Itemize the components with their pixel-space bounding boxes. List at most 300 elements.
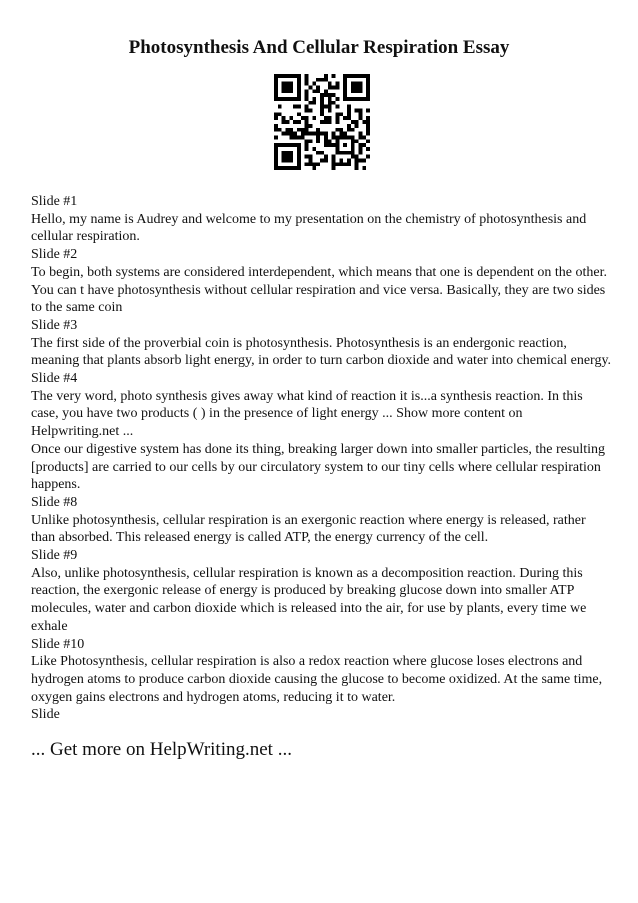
qr-module bbox=[301, 128, 305, 132]
qr-module bbox=[362, 135, 366, 139]
qr-module bbox=[278, 128, 282, 132]
qr-module bbox=[297, 86, 301, 90]
qr-module bbox=[362, 143, 366, 147]
qr-module bbox=[343, 151, 347, 155]
qr-module bbox=[286, 120, 290, 124]
qr-module bbox=[274, 82, 278, 86]
qr-module bbox=[305, 124, 309, 128]
qr-module bbox=[305, 147, 309, 151]
qr-module bbox=[305, 109, 309, 113]
qr-module bbox=[339, 128, 343, 132]
qr-module bbox=[305, 162, 309, 166]
qr-module bbox=[343, 116, 347, 120]
qr-module bbox=[343, 135, 347, 139]
qr-module bbox=[297, 89, 301, 93]
qr-module bbox=[351, 151, 355, 155]
qr-module bbox=[297, 105, 301, 109]
qr-module bbox=[274, 143, 278, 147]
qr-module bbox=[301, 116, 305, 120]
qr-module bbox=[347, 116, 351, 120]
qr-module bbox=[316, 162, 320, 166]
qr-module bbox=[358, 74, 362, 78]
qr-module bbox=[297, 162, 301, 166]
qr-module bbox=[328, 120, 332, 124]
qr-module bbox=[274, 147, 278, 151]
qr-module bbox=[305, 105, 309, 109]
qr-module bbox=[312, 82, 316, 86]
qr-module bbox=[297, 128, 301, 132]
qr-module bbox=[312, 101, 316, 105]
qr-module bbox=[332, 155, 336, 159]
qr-module bbox=[274, 128, 278, 132]
qr-module bbox=[286, 89, 290, 93]
qr-module bbox=[358, 158, 362, 162]
qr-module bbox=[305, 120, 309, 124]
qr-module bbox=[347, 135, 351, 139]
qr-module bbox=[289, 158, 293, 162]
qr-module bbox=[355, 166, 359, 170]
qr-module bbox=[305, 78, 309, 82]
qr-module bbox=[297, 97, 301, 101]
qr-module bbox=[320, 158, 324, 162]
qr-module bbox=[324, 105, 328, 109]
qr-module bbox=[312, 147, 316, 151]
qr-module bbox=[358, 143, 362, 147]
qr-module bbox=[358, 116, 362, 120]
qr-module bbox=[297, 120, 301, 124]
qr-module bbox=[309, 86, 313, 90]
qr-module bbox=[312, 162, 316, 166]
qr-module bbox=[305, 128, 309, 132]
qr-module bbox=[366, 78, 370, 82]
qr-module bbox=[366, 128, 370, 132]
qr-module bbox=[297, 151, 301, 155]
qr-module bbox=[309, 124, 313, 128]
qr-module bbox=[355, 120, 359, 124]
qr-module bbox=[328, 101, 332, 105]
qr-module bbox=[347, 158, 351, 162]
qr-module bbox=[320, 93, 324, 97]
qr-module bbox=[366, 120, 370, 124]
qr-module bbox=[328, 105, 332, 109]
qr-module bbox=[289, 132, 293, 136]
qr-module bbox=[305, 143, 309, 147]
qr-module bbox=[297, 82, 301, 86]
qr-module bbox=[316, 86, 320, 90]
qr-module bbox=[358, 89, 362, 93]
qr-module bbox=[320, 78, 324, 82]
qr-module bbox=[351, 128, 355, 132]
qr-module bbox=[316, 135, 320, 139]
qr-module bbox=[335, 128, 339, 132]
qr-module bbox=[274, 166, 278, 170]
qr-module bbox=[297, 158, 301, 162]
qr-module bbox=[301, 135, 305, 139]
qr-module bbox=[293, 166, 297, 170]
qr-module bbox=[339, 135, 343, 139]
qr-module bbox=[320, 97, 324, 101]
qr-module bbox=[293, 74, 297, 78]
qr-module bbox=[278, 74, 282, 78]
qr-module bbox=[362, 158, 366, 162]
qr-module bbox=[320, 132, 324, 136]
slide-heading: Slide bbox=[31, 707, 60, 723]
qr-module bbox=[274, 74, 278, 78]
qr-module bbox=[309, 132, 313, 136]
qr-module bbox=[332, 101, 336, 105]
qr-module bbox=[286, 155, 290, 159]
qr-module bbox=[282, 166, 286, 170]
qr-module bbox=[366, 89, 370, 93]
qr-module bbox=[324, 158, 328, 162]
qr-module bbox=[335, 120, 339, 124]
qr-module bbox=[286, 158, 290, 162]
qr-module bbox=[309, 109, 313, 113]
qr-module bbox=[362, 120, 366, 124]
slide-heading: Slide #3 bbox=[31, 317, 78, 333]
qr-module bbox=[324, 155, 328, 159]
qr-module bbox=[274, 112, 278, 116]
qr-module bbox=[293, 105, 297, 109]
qr-module bbox=[274, 89, 278, 93]
qr-module bbox=[297, 143, 301, 147]
qr-module bbox=[320, 109, 324, 113]
qr-module bbox=[332, 143, 336, 147]
qr-module bbox=[335, 151, 339, 155]
qr-module bbox=[278, 112, 282, 116]
paragraph: Once our digestive system has done its thing, breaking larger down into smaller particles, the resulting [products] are carried to our cells by our circulatory system to our tiny cells where cellular respiration happens. bbox=[31, 441, 605, 493]
qr-module bbox=[343, 82, 347, 86]
qr-module bbox=[362, 74, 366, 78]
qr-module bbox=[335, 147, 339, 151]
qr-module bbox=[278, 166, 282, 170]
qr-module bbox=[332, 74, 336, 78]
qr-module bbox=[366, 147, 370, 151]
qr-module bbox=[324, 143, 328, 147]
paragraph: Like Photosynthesis, cellular respiration is also a redox reaction where glucose loses electrons and hydrogen atoms to produce carbon dioxide causing the glucose to become oxidized. At the same time, oxygen gains electrons and hydrogen atoms, reducing it to water. bbox=[31, 654, 603, 705]
qr-module bbox=[309, 155, 313, 159]
qr-module bbox=[335, 162, 339, 166]
qr-module bbox=[312, 132, 316, 136]
qr-module bbox=[366, 124, 370, 128]
qr-module bbox=[343, 78, 347, 82]
qr-module bbox=[305, 155, 309, 159]
qr-module bbox=[286, 82, 290, 86]
qr-module bbox=[312, 89, 316, 93]
qr-module bbox=[335, 116, 339, 120]
qr-module bbox=[305, 89, 309, 93]
qr-module bbox=[289, 86, 293, 90]
qr-module bbox=[289, 116, 293, 120]
qr-module bbox=[351, 89, 355, 93]
qr-module bbox=[293, 135, 297, 139]
qr-module bbox=[332, 158, 336, 162]
qr-module bbox=[351, 155, 355, 159]
qr-module bbox=[274, 93, 278, 97]
qr-module bbox=[335, 112, 339, 116]
qr-module bbox=[324, 89, 328, 93]
qr-module bbox=[339, 132, 343, 136]
qr-module bbox=[339, 151, 343, 155]
qr-module bbox=[351, 147, 355, 151]
qr-module bbox=[297, 166, 301, 170]
qr-module bbox=[358, 86, 362, 90]
qr-module bbox=[282, 89, 286, 93]
qr-module bbox=[339, 162, 343, 166]
qr-module bbox=[282, 143, 286, 147]
qr-module bbox=[305, 82, 309, 86]
qr-module bbox=[366, 155, 370, 159]
qr-module bbox=[328, 97, 332, 101]
qr-module bbox=[339, 158, 343, 162]
qr-module bbox=[358, 147, 362, 151]
qr-module bbox=[355, 109, 359, 113]
qr-module bbox=[332, 135, 336, 139]
qr-module bbox=[282, 86, 286, 90]
qr-module bbox=[324, 78, 328, 82]
qr-module bbox=[293, 143, 297, 147]
qr-module bbox=[358, 97, 362, 101]
qr-module bbox=[274, 86, 278, 90]
qr-module bbox=[297, 93, 301, 97]
qr-module bbox=[312, 166, 316, 170]
qr-module bbox=[351, 82, 355, 86]
qr-module bbox=[289, 135, 293, 139]
qr-module bbox=[324, 116, 328, 120]
qr-module bbox=[347, 97, 351, 101]
qr-module bbox=[347, 105, 351, 109]
qr-module bbox=[305, 74, 309, 78]
qr-module bbox=[366, 109, 370, 113]
qr-module bbox=[278, 97, 282, 101]
qr-module bbox=[335, 139, 339, 143]
qr-module bbox=[286, 151, 290, 155]
qr-module bbox=[274, 78, 278, 82]
qr-module bbox=[309, 139, 313, 143]
qr-module bbox=[293, 120, 297, 124]
qr-module bbox=[335, 82, 339, 86]
paragraph: Also, unlike photosynthesis, cellular respiration is known as a decomposition reaction. During this reaction, the exergonic release of energy is produced by breaking glucose down into smaller ATP molecules, water and carbon dioxide which is released into the air, for use by plants, every time we exhale bbox=[31, 565, 587, 634]
qr-module bbox=[335, 105, 339, 109]
qr-module bbox=[339, 112, 343, 116]
qr-module bbox=[305, 139, 309, 143]
qr-module bbox=[282, 116, 286, 120]
qr-module bbox=[351, 74, 355, 78]
qr-module bbox=[293, 132, 297, 136]
qr-module bbox=[351, 139, 355, 143]
qr-module bbox=[312, 116, 316, 120]
qr-module bbox=[278, 105, 282, 109]
qr-module bbox=[351, 86, 355, 90]
qr-module bbox=[328, 82, 332, 86]
qr-module bbox=[282, 97, 286, 101]
qr-module bbox=[351, 97, 355, 101]
qr-module bbox=[328, 86, 332, 90]
qr-module bbox=[355, 158, 359, 162]
qr-module bbox=[332, 162, 336, 166]
qr-module bbox=[293, 97, 297, 101]
qr-module bbox=[343, 74, 347, 78]
qr-module bbox=[347, 124, 351, 128]
qr-module bbox=[316, 78, 320, 82]
qr-module bbox=[358, 151, 362, 155]
qr-module bbox=[328, 139, 332, 143]
qr-module bbox=[347, 109, 351, 113]
qr-module bbox=[282, 155, 286, 159]
qr-module bbox=[312, 97, 316, 101]
qr-module bbox=[274, 151, 278, 155]
qr-module bbox=[366, 74, 370, 78]
qr-module bbox=[316, 139, 320, 143]
qr-module bbox=[343, 162, 347, 166]
qr-module bbox=[324, 93, 328, 97]
qr-module bbox=[289, 97, 293, 101]
page-title: Photosynthesis And Cellular Respiration Essay bbox=[128, 37, 510, 58]
qr-module bbox=[324, 74, 328, 78]
qr-module bbox=[324, 132, 328, 136]
qr-module bbox=[289, 151, 293, 155]
qr-module bbox=[278, 143, 282, 147]
qr-module bbox=[320, 151, 324, 155]
qr-module bbox=[286, 166, 290, 170]
paragraph: To begin, both systems are considered interdependent, which means that one is dependent on the other. You can t have photosynthesis without cellular respiration and vice versa. Basically, they are two sides to the same coin bbox=[31, 264, 607, 316]
qr-module bbox=[335, 143, 339, 147]
qr-module bbox=[286, 74, 290, 78]
qr-module bbox=[274, 155, 278, 159]
qr-module bbox=[309, 162, 313, 166]
qr-module bbox=[358, 132, 362, 136]
qr-module bbox=[289, 155, 293, 159]
qr-module bbox=[286, 97, 290, 101]
qr-module bbox=[282, 74, 286, 78]
qr-module bbox=[366, 93, 370, 97]
essay-body bbox=[31, 193, 613, 724]
slide-heading: Slide #2 bbox=[31, 247, 78, 263]
qr-module bbox=[332, 86, 336, 90]
qr-module bbox=[347, 151, 351, 155]
qr-module bbox=[309, 158, 313, 162]
qr-module bbox=[358, 82, 362, 86]
qr-module bbox=[289, 82, 293, 86]
qr-module bbox=[332, 166, 336, 170]
qr-module bbox=[297, 135, 301, 139]
qr-module bbox=[297, 155, 301, 159]
qr-module bbox=[282, 158, 286, 162]
qr-module bbox=[316, 151, 320, 155]
qr-module bbox=[274, 124, 278, 128]
qr-module bbox=[351, 135, 355, 139]
qr-module bbox=[355, 82, 359, 86]
qr-module bbox=[343, 86, 347, 90]
qr-module bbox=[316, 132, 320, 136]
qr-module bbox=[335, 135, 339, 139]
qr-module bbox=[286, 132, 290, 136]
qr-module bbox=[297, 78, 301, 82]
qr-module bbox=[305, 116, 309, 120]
qr-module bbox=[362, 97, 366, 101]
qr-module bbox=[366, 82, 370, 86]
qr-module bbox=[289, 74, 293, 78]
qr-module bbox=[297, 74, 301, 78]
qr-module bbox=[301, 132, 305, 136]
qr-module bbox=[286, 128, 290, 132]
qr-module bbox=[332, 93, 336, 97]
slide-heading: Slide #10 bbox=[31, 636, 85, 652]
qr-module bbox=[297, 147, 301, 151]
qr-module bbox=[320, 120, 324, 124]
qr-module bbox=[347, 128, 351, 132]
footer-link-text: ... Get more on HelpWriting.net ... bbox=[31, 739, 292, 760]
qr-module bbox=[286, 86, 290, 90]
qr-module bbox=[362, 166, 366, 170]
qr-module bbox=[355, 97, 359, 101]
qr-module bbox=[324, 139, 328, 143]
qr-module bbox=[316, 128, 320, 132]
qr-module bbox=[355, 124, 359, 128]
qr-module bbox=[305, 132, 309, 136]
qr-module bbox=[366, 116, 370, 120]
qr-module bbox=[289, 128, 293, 132]
qr-module bbox=[328, 143, 332, 147]
qr-module bbox=[358, 109, 362, 113]
qr-module bbox=[366, 97, 370, 101]
qr-module bbox=[328, 116, 332, 120]
qr-module bbox=[305, 93, 309, 97]
qr-module bbox=[324, 135, 328, 139]
qr-module bbox=[309, 101, 313, 105]
qr-code bbox=[274, 74, 370, 170]
qr-module bbox=[332, 132, 336, 136]
qr-module bbox=[274, 135, 278, 139]
qr-module bbox=[282, 132, 286, 136]
qr-module bbox=[286, 143, 290, 147]
qr-module bbox=[289, 89, 293, 93]
qr-module bbox=[320, 112, 324, 116]
qr-module bbox=[282, 120, 286, 124]
qr-module bbox=[343, 132, 347, 136]
qr-module bbox=[274, 97, 278, 101]
qr-module bbox=[343, 93, 347, 97]
qr-module bbox=[347, 112, 351, 116]
qr-module bbox=[320, 105, 324, 109]
qr-module bbox=[274, 162, 278, 166]
slide-heading: Slide #8 bbox=[31, 494, 78, 510]
qr-module bbox=[328, 109, 332, 113]
paragraph: Hello, my name is Audrey and welcome to my presentation on the chemistry of photosynthesis and cellular respiration. bbox=[31, 211, 587, 245]
qr-module bbox=[351, 120, 355, 124]
slide-heading: Slide #9 bbox=[31, 548, 78, 564]
qr-module bbox=[289, 166, 293, 170]
qr-module bbox=[355, 139, 359, 143]
qr-module bbox=[289, 143, 293, 147]
paragraph: The very word, photo synthesis gives away what kind of reaction it is...a synthesis reaction. In this case, you have two products ( ) in the presence of light energy ... Show more content on Helpwriting.net ... bbox=[31, 388, 583, 440]
qr-module bbox=[324, 120, 328, 124]
qr-module bbox=[355, 89, 359, 93]
qr-module bbox=[351, 143, 355, 147]
qr-module bbox=[305, 97, 309, 101]
qr-module bbox=[358, 112, 362, 116]
paragraph: The first side of the proverbial coin is photosynthesis. Photosynthesis is an endergonic reaction, meaning that plants absorb light energy, in order to turn carbon dioxide and water into chemical energy. bbox=[31, 335, 612, 369]
qr-module bbox=[366, 132, 370, 136]
qr-module bbox=[320, 101, 324, 105]
qr-module bbox=[343, 89, 347, 93]
qr-module bbox=[347, 162, 351, 166]
qr-module bbox=[335, 97, 339, 101]
qr-module bbox=[297, 112, 301, 116]
qr-module bbox=[335, 86, 339, 90]
qr-module bbox=[366, 139, 370, 143]
qr-module bbox=[328, 93, 332, 97]
